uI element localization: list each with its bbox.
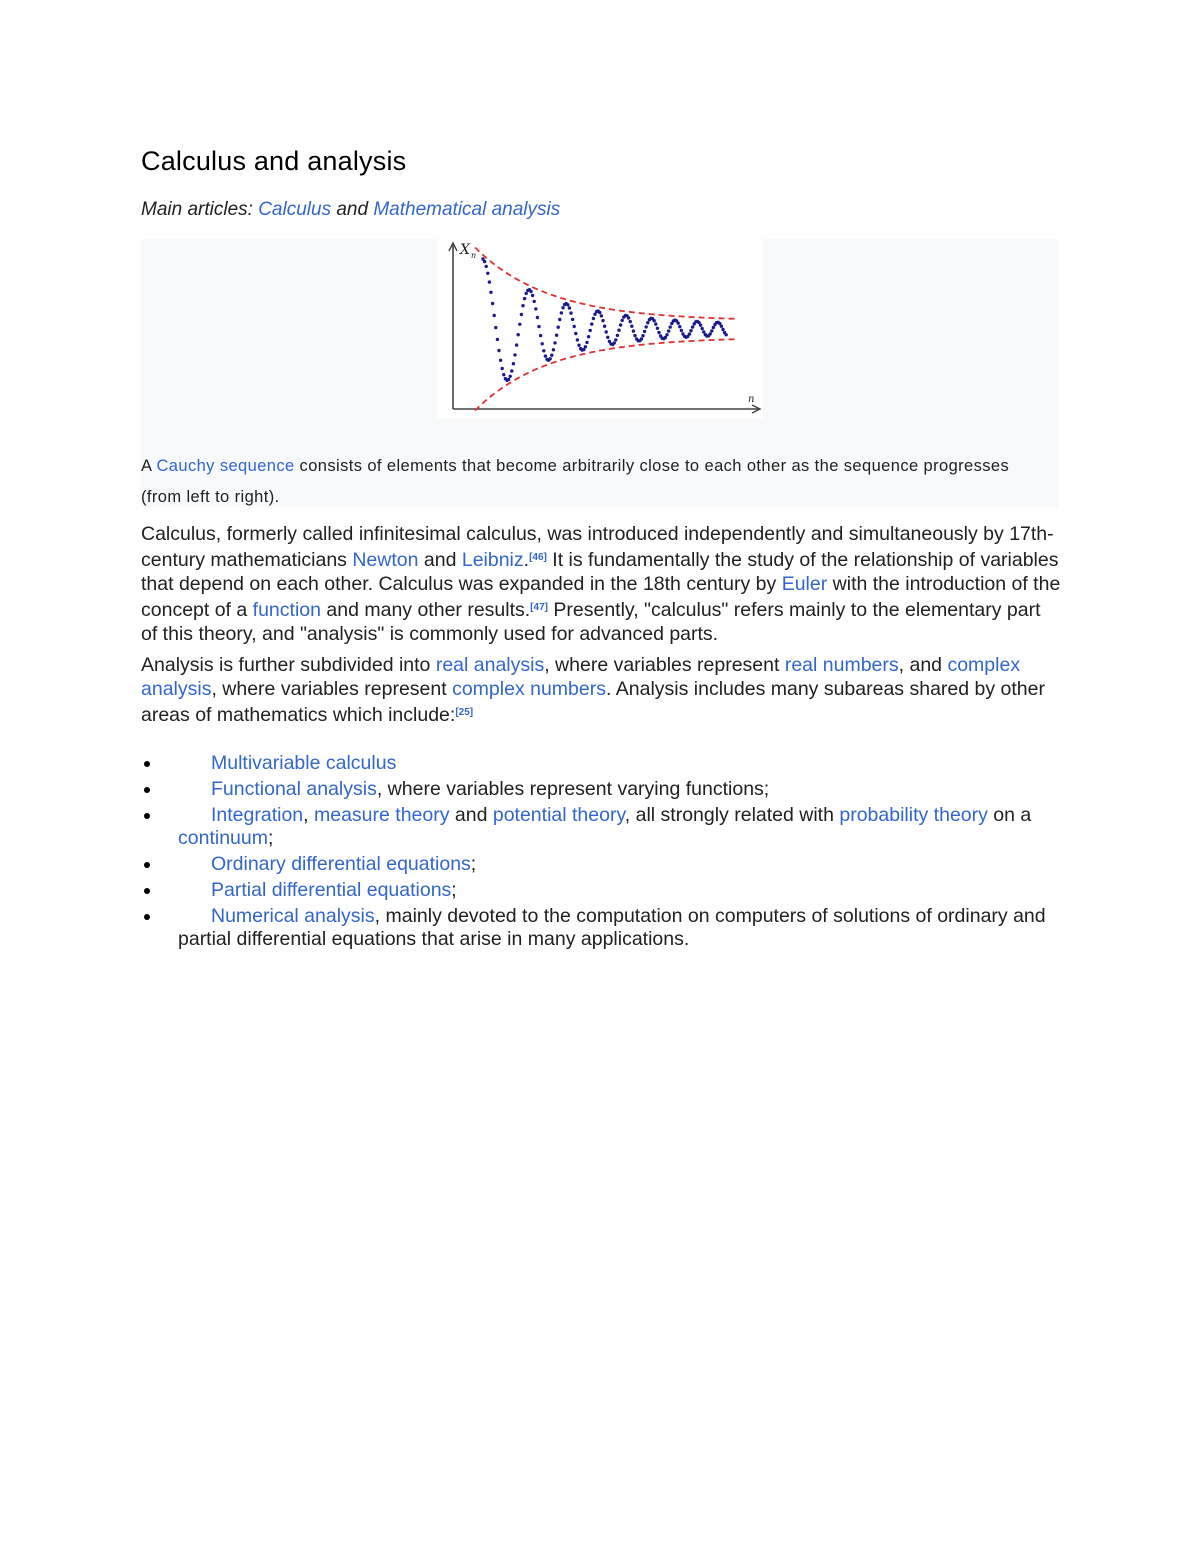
sequence-point xyxy=(517,333,520,336)
sequence-point xyxy=(643,330,646,333)
reference-link[interactable]: [25] xyxy=(455,707,474,718)
sequence-point xyxy=(536,316,539,319)
sequence-point xyxy=(589,329,592,332)
list-item xyxy=(141,905,1071,951)
paragraph-text: Analysis is further subdivided into xyxy=(141,654,436,676)
reference-link[interactable]: [46] xyxy=(529,552,547,563)
bullet-icon xyxy=(144,813,150,819)
link-leibniz[interactable]: Leibniz xyxy=(461,549,524,571)
sequence-point xyxy=(525,292,528,295)
sequence-point xyxy=(657,331,660,334)
bullet-icon xyxy=(144,862,150,868)
paragraph-analysis xyxy=(141,653,1061,727)
sequence-point xyxy=(653,319,656,322)
link-measure-theory[interactable]: measure theory xyxy=(314,804,450,826)
sequence-point xyxy=(557,326,560,329)
reference-25[interactable] xyxy=(455,707,473,718)
list-item xyxy=(141,879,1071,902)
bullet-icon xyxy=(144,761,150,767)
x-axis-label: n xyxy=(748,394,755,405)
sequence-point xyxy=(640,337,643,340)
paragraph-text: . Analysis includes many subareas shared by other areas of mathematics which include: xyxy=(141,678,1045,726)
link-continuum[interactable]: continuum xyxy=(178,827,268,849)
sequence-point xyxy=(573,325,576,328)
hatnote-prefix: Main articles: xyxy=(141,199,259,220)
sequence-point xyxy=(510,369,513,372)
link-probability-theory[interactable]: probability theory xyxy=(839,804,988,826)
sequence-point xyxy=(587,335,590,338)
paragraph-text: Presently, "calculus" refers mainly to the elementary part of this theory, and "analysis" is commonly used for advanced parts. xyxy=(141,599,1041,645)
list-text: and xyxy=(449,804,493,826)
sequence-point xyxy=(606,336,609,339)
link-real-analysis[interactable]: real analysis xyxy=(435,654,545,676)
y-axis-subscript: n xyxy=(471,251,477,260)
link-numerical-analysis[interactable]: Numerical analysis xyxy=(211,905,375,927)
y-axis-label: X xyxy=(460,242,470,258)
paragraph-text: . xyxy=(523,549,530,571)
bullet-icon xyxy=(144,787,150,793)
sequence-point xyxy=(497,349,500,352)
sequence-point xyxy=(541,342,544,345)
sequence-point xyxy=(689,329,692,332)
sequence-point xyxy=(709,332,712,335)
sequence-point xyxy=(523,297,526,300)
sequence-point xyxy=(584,345,587,348)
list-text: , mainly devoted to the computation on computers of solutions of ordinary and partial differential equations that arise in many applications. xyxy=(178,905,1046,950)
figure-caption xyxy=(141,451,1041,513)
sequence-point xyxy=(561,306,564,309)
sequence-point xyxy=(558,318,561,321)
link-multivariable-calculus[interactable]: Multivariable calculus xyxy=(211,752,397,774)
sequence-point xyxy=(629,320,632,323)
sequence-point xyxy=(555,334,558,337)
list-text: ; xyxy=(267,827,274,849)
sequence-point xyxy=(576,338,579,341)
paragraph-text: , where variables represent xyxy=(211,678,453,700)
sequence-point xyxy=(677,322,680,325)
sequence-point xyxy=(585,341,588,344)
paragraph-text: , where variables represent xyxy=(544,654,785,676)
envelope-upper xyxy=(475,248,737,319)
caption-text: consists of elements that become arbitrarily close to each other as the sequence progresses (from left to right). xyxy=(141,457,1010,506)
sequence-point xyxy=(534,307,537,310)
sequence-point xyxy=(632,329,635,332)
paragraph-text: It is fundamentally the study of the relationship of variables that depend on each other. Calculus was expanded in the 18th century by xyxy=(141,549,1059,595)
sequence-point xyxy=(509,375,512,378)
sequence-point xyxy=(725,333,728,336)
sequence-point xyxy=(493,314,496,317)
sequence-point xyxy=(669,325,672,328)
subareas-list xyxy=(141,752,1071,954)
hatnote-mid: and xyxy=(331,199,374,220)
sequence-point xyxy=(680,329,683,332)
sequence-point xyxy=(633,334,636,337)
sequence-point xyxy=(592,317,595,320)
sequence-point xyxy=(486,272,489,275)
link-functional-analysis[interactable]: Functional analysis xyxy=(211,778,377,800)
link-calculus[interactable]: Calculus xyxy=(258,199,332,220)
sequence-point xyxy=(614,338,617,341)
cauchy-sequence-plot xyxy=(437,239,763,419)
caption-text: A xyxy=(141,457,157,475)
link-partial-differential-equations[interactable]: Partial differential equations xyxy=(211,879,452,901)
sequence-point xyxy=(569,311,572,314)
sequence-point xyxy=(710,329,713,332)
reference-46[interactable] xyxy=(529,552,547,563)
sequence-point xyxy=(613,341,616,344)
sequence-point xyxy=(515,343,518,346)
sequence-point xyxy=(513,353,516,356)
sequence-point xyxy=(688,332,691,335)
link-cauchy-sequence[interactable]: Cauchy sequence xyxy=(156,457,295,475)
list-item xyxy=(141,853,1071,876)
sequence-point xyxy=(665,333,668,336)
list-text: , xyxy=(303,804,314,826)
link-complex-numbers[interactable]: complex numbers xyxy=(452,678,606,700)
list-item xyxy=(141,778,1071,801)
sequence-point xyxy=(549,357,552,360)
sequence-point xyxy=(646,321,649,324)
sequence-point xyxy=(656,327,659,330)
link-integration[interactable]: Integration xyxy=(211,804,304,826)
sequence-point xyxy=(502,373,505,376)
sequence-point xyxy=(701,327,704,330)
paragraph-text: and xyxy=(418,549,462,571)
sequence-point xyxy=(539,334,542,337)
sequence-point xyxy=(598,311,601,314)
sequence-point xyxy=(499,359,502,362)
link-ordinary-differential-equations[interactable]: Ordinary differential equations xyxy=(211,853,471,875)
link-complex-analysis[interactable]: complex analysis xyxy=(141,654,1021,700)
sequence-point xyxy=(485,265,488,268)
paragraph-text: and many other results. xyxy=(320,599,531,621)
paragraph-calculus xyxy=(141,522,1061,646)
sequence-point xyxy=(577,344,580,347)
sequence-point xyxy=(489,291,492,294)
sequence-point xyxy=(720,325,723,328)
sequence-point xyxy=(691,325,694,328)
sequence-point xyxy=(483,260,486,263)
list-text: , all strongly related with xyxy=(624,804,840,826)
sequence-point xyxy=(568,306,571,309)
sequence-point xyxy=(617,329,620,332)
list-text: ; xyxy=(470,853,477,875)
sequence-point xyxy=(488,280,491,283)
list-item xyxy=(141,804,1071,850)
hatnote xyxy=(141,199,560,221)
link-mathematical-analysis[interactable]: Mathematical analysis xyxy=(373,199,561,220)
sequence-point xyxy=(552,348,555,351)
sequence-point xyxy=(507,378,510,381)
paragraph-text: with the introduction of the concept of a xyxy=(141,573,1061,621)
link-euler[interactable]: Euler xyxy=(781,573,828,595)
sequence-point xyxy=(542,349,545,352)
sequence-point xyxy=(550,354,553,357)
sequence-point xyxy=(537,325,540,328)
link-potential-theory[interactable]: potential theory xyxy=(492,804,625,826)
sequence-point xyxy=(678,325,681,328)
reference-47[interactable] xyxy=(530,602,548,613)
sequence-point xyxy=(654,322,657,325)
sequence-point xyxy=(553,341,556,344)
sequence-point xyxy=(566,303,569,306)
sequence-point xyxy=(518,323,521,326)
sequence-point xyxy=(520,313,523,316)
bullet-icon xyxy=(144,888,150,894)
sequence-point xyxy=(544,354,547,357)
sequence-point xyxy=(494,326,497,329)
sequence-point xyxy=(512,362,515,365)
list-item xyxy=(141,752,1071,775)
sequence-point xyxy=(590,322,593,325)
sequence-point xyxy=(645,325,648,328)
envelope-lower xyxy=(475,339,737,410)
sequence-point xyxy=(560,311,563,314)
sequence-point xyxy=(601,319,604,322)
bullet-icon xyxy=(144,914,150,920)
sequence-point xyxy=(574,332,577,335)
reference-link[interactable]: [47] xyxy=(530,602,548,613)
list-text: ; xyxy=(451,879,457,901)
sequence-point xyxy=(605,330,608,333)
sequence-point xyxy=(619,323,622,326)
cauchy-sequence-figure[interactable] xyxy=(437,239,763,419)
sequence-point xyxy=(521,304,524,307)
list-text: on a xyxy=(987,804,1032,826)
sequence-point xyxy=(533,300,536,303)
link-function[interactable]: function xyxy=(252,599,321,621)
sequence-point xyxy=(721,328,724,331)
curves-group xyxy=(475,248,737,411)
paragraph-text: , and xyxy=(898,654,948,676)
sequence-point xyxy=(529,290,532,293)
sequence-point xyxy=(496,338,499,341)
section-heading: Calculus and analysis xyxy=(141,146,407,176)
sequence-point xyxy=(630,325,633,328)
sequence-point xyxy=(699,324,702,327)
link-real-numbers[interactable]: real numbers xyxy=(784,654,899,676)
list-text: , where variables represent varying functions; xyxy=(376,778,770,800)
link-newton[interactable]: Newton xyxy=(352,549,419,571)
sequence-point xyxy=(600,314,603,317)
sequence-point xyxy=(603,325,606,328)
sequence-point xyxy=(627,316,630,319)
sequence-point xyxy=(571,318,574,321)
sequence-point xyxy=(616,334,619,337)
sequence-point xyxy=(501,367,504,370)
sequence-point xyxy=(641,334,644,337)
paragraph-text: Calculus, formerly called infinitesimal calculus, was introduced independently and simultaneously by 17th-century mathematicians xyxy=(141,523,1054,571)
sequence-point xyxy=(491,302,494,305)
sequence-point xyxy=(621,319,624,322)
sequence-point xyxy=(667,329,670,332)
sequence-point xyxy=(531,294,534,297)
sequence-point xyxy=(712,326,715,329)
